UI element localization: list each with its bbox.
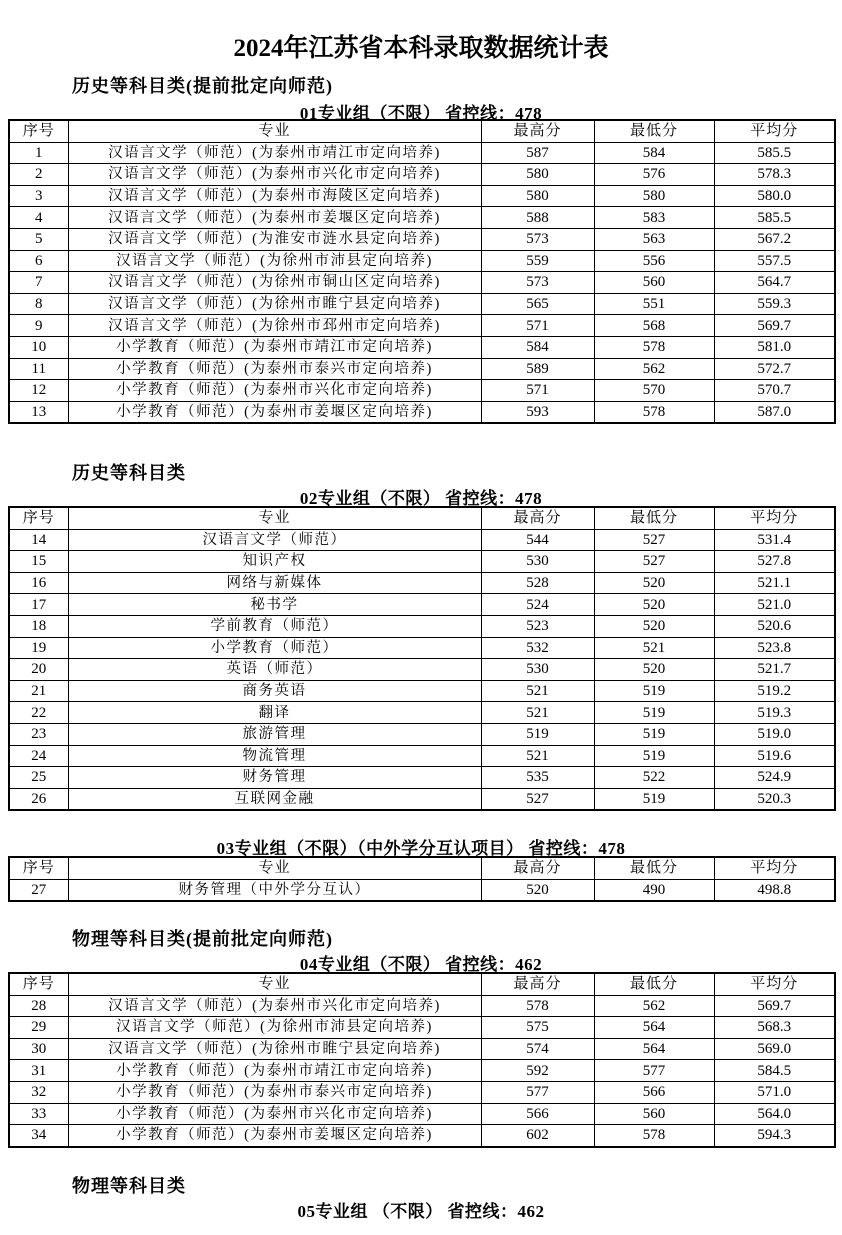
max-score: 578	[481, 995, 594, 1017]
row-index: 30	[9, 1038, 68, 1060]
table-row	[9, 745, 835, 767]
category-heading: 历史等科目类	[72, 463, 186, 483]
avg-score: 580.0	[714, 185, 835, 207]
row-index: 14	[9, 529, 68, 551]
table-row	[9, 1103, 835, 1125]
avg-score: 521.0	[714, 594, 835, 616]
min-score: 562	[594, 995, 714, 1017]
max-score: 580	[481, 164, 594, 186]
max-score: 571	[481, 380, 594, 402]
table-row	[9, 1060, 835, 1082]
table-row	[9, 1017, 835, 1039]
header-avg-score: 平均分	[714, 973, 835, 995]
row-index: 31	[9, 1060, 68, 1082]
avg-score: 564.0	[714, 1103, 835, 1125]
table-row	[9, 142, 835, 164]
min-score: 519	[594, 702, 714, 724]
header-max-score: 最高分	[481, 507, 594, 529]
max-score: 528	[481, 572, 594, 594]
table-row	[9, 680, 835, 702]
max-score: 535	[481, 767, 594, 789]
avg-score: 519.0	[714, 723, 835, 745]
major-name: 物流管理	[68, 745, 481, 767]
max-score: 519	[481, 723, 594, 745]
max-score: 532	[481, 637, 594, 659]
min-score: 563	[594, 228, 714, 250]
major-name: 小学教育（师范）(为泰州市靖江市定向培养)	[68, 1060, 481, 1082]
min-score: 568	[594, 315, 714, 337]
max-score: 544	[481, 529, 594, 551]
major-name: 小学教育（师范）(为泰州市姜堰区定向培养)	[68, 1125, 481, 1147]
admission-table	[8, 856, 836, 902]
max-score: 530	[481, 551, 594, 573]
major-name: 汉语言文学（师范）(为淮安市涟水县定向培养)	[68, 228, 481, 250]
row-index: 4	[9, 207, 68, 229]
major-name: 小学教育（师范）(为泰州市兴化市定向培养)	[68, 1103, 481, 1125]
major-name: 财务管理	[68, 767, 481, 789]
major-name: 小学教育（师范）	[68, 637, 481, 659]
header-major: 专业	[68, 120, 481, 142]
min-score: 490	[594, 879, 714, 901]
avg-score: 519.2	[714, 680, 835, 702]
header-max-score: 最高分	[481, 120, 594, 142]
major-name: 互联网金融	[68, 788, 481, 810]
max-score: 584	[481, 336, 594, 358]
category-heading: 历史等科目类(提前批定向师范)	[72, 76, 333, 96]
max-score: 574	[481, 1038, 594, 1060]
min-score: 578	[594, 401, 714, 423]
min-score: 577	[594, 1060, 714, 1082]
avg-score: 567.2	[714, 228, 835, 250]
major-name: 小学教育（师范）(为泰州市兴化市定向培养)	[68, 380, 481, 402]
row-index: 17	[9, 594, 68, 616]
admission-table	[8, 972, 836, 1148]
major-name: 网络与新媒体	[68, 572, 481, 594]
row-index: 24	[9, 745, 68, 767]
header-avg-score: 平均分	[714, 120, 835, 142]
avg-score: 531.4	[714, 529, 835, 551]
major-name: 汉语言文学（师范）(为徐州市沛县定向培养)	[68, 1017, 481, 1039]
avg-score: 521.1	[714, 572, 835, 594]
row-index: 5	[9, 228, 68, 250]
min-score: 560	[594, 272, 714, 294]
major-name: 秘书学	[68, 594, 481, 616]
max-score: 523	[481, 615, 594, 637]
table-row	[9, 1038, 835, 1060]
min-score: 519	[594, 723, 714, 745]
major-name: 汉语言文学（师范）(为泰州市兴化市定向培养)	[68, 995, 481, 1017]
avg-score: 521.7	[714, 659, 835, 681]
row-index: 16	[9, 572, 68, 594]
avg-score: 569.0	[714, 1038, 835, 1060]
avg-score: 584.5	[714, 1060, 835, 1082]
min-score: 527	[594, 551, 714, 573]
avg-score: 520.6	[714, 615, 835, 637]
row-index: 13	[9, 401, 68, 423]
table-row	[9, 529, 835, 551]
max-score: 592	[481, 1060, 594, 1082]
major-name: 汉语言文学（师范）	[68, 529, 481, 551]
max-score: 527	[481, 788, 594, 810]
table-row	[9, 615, 835, 637]
min-score: 527	[594, 529, 714, 551]
page-title: 2024年江苏省本科录取数据统计表	[233, 35, 609, 62]
row-index: 1	[9, 142, 68, 164]
major-name: 汉语言文学（师范）(为泰州市姜堰区定向培养)	[68, 207, 481, 229]
row-index: 11	[9, 358, 68, 380]
max-score: 573	[481, 228, 594, 250]
major-name: 英语（师范）	[68, 659, 481, 681]
header-major: 专业	[68, 857, 481, 879]
header-avg-score: 平均分	[714, 507, 835, 529]
major-name: 小学教育（师范）(为泰州市靖江市定向培养)	[68, 336, 481, 358]
header-index: 序号	[9, 120, 68, 142]
header-avg-score: 平均分	[714, 857, 835, 879]
max-score: 580	[481, 185, 594, 207]
row-index: 29	[9, 1017, 68, 1039]
group-heading: 05专业组 （不限） 省控线：462	[297, 1202, 545, 1221]
major-name: 小学教育（师范）(为泰州市泰兴市定向培养)	[68, 1081, 481, 1103]
row-index: 7	[9, 272, 68, 294]
table-row	[9, 358, 835, 380]
max-score: 521	[481, 745, 594, 767]
avg-score: 519.6	[714, 745, 835, 767]
header-max-score: 最高分	[481, 973, 594, 995]
min-score: 551	[594, 293, 714, 315]
major-name: 商务英语	[68, 680, 481, 702]
min-score: 584	[594, 142, 714, 164]
min-score: 519	[594, 680, 714, 702]
table-row	[9, 702, 835, 724]
major-name: 财务管理（中外学分互认）	[68, 879, 481, 901]
avg-score: 581.0	[714, 336, 835, 358]
table-row	[9, 1125, 835, 1147]
max-score: 588	[481, 207, 594, 229]
avg-score: 569.7	[714, 995, 835, 1017]
max-score: 602	[481, 1125, 594, 1147]
header-major: 专业	[68, 973, 481, 995]
table-row	[9, 185, 835, 207]
table-row	[9, 572, 835, 594]
table-row	[9, 1081, 835, 1103]
header-index: 序号	[9, 973, 68, 995]
avg-score: 578.3	[714, 164, 835, 186]
table-row	[9, 767, 835, 789]
table-header-row	[9, 507, 835, 529]
header-min-score: 最低分	[594, 857, 714, 879]
major-name: 汉语言文学（师范）(为徐州市铜山区定向培养)	[68, 272, 481, 294]
row-index: 28	[9, 995, 68, 1017]
avg-score: 519.3	[714, 702, 835, 724]
min-score: 564	[594, 1038, 714, 1060]
row-index: 19	[9, 637, 68, 659]
header-min-score: 最低分	[594, 973, 714, 995]
avg-score: 498.8	[714, 879, 835, 901]
row-index: 32	[9, 1081, 68, 1103]
avg-score: 571.0	[714, 1081, 835, 1103]
major-name: 汉语言文学（师范）(为徐州市邳州市定向培养)	[68, 315, 481, 337]
major-name: 旅游管理	[68, 723, 481, 745]
avg-score: 523.8	[714, 637, 835, 659]
table-row	[9, 250, 835, 272]
min-score: 578	[594, 1125, 714, 1147]
table-row	[9, 594, 835, 616]
min-score: 564	[594, 1017, 714, 1039]
table-row	[9, 551, 835, 573]
row-index: 34	[9, 1125, 68, 1147]
max-score: 575	[481, 1017, 594, 1039]
max-score: 530	[481, 659, 594, 681]
min-score: 566	[594, 1081, 714, 1103]
table-row	[9, 401, 835, 423]
avg-score: 568.3	[714, 1017, 835, 1039]
row-index: 27	[9, 879, 68, 901]
avg-score: 570.7	[714, 380, 835, 402]
row-index: 21	[9, 680, 68, 702]
major-name: 知识产权	[68, 551, 481, 573]
table-row	[9, 380, 835, 402]
avg-score: 585.5	[714, 142, 835, 164]
row-index: 22	[9, 702, 68, 724]
row-index: 23	[9, 723, 68, 745]
max-score: 593	[481, 401, 594, 423]
table-header-row	[9, 120, 835, 142]
table-row	[9, 207, 835, 229]
group-heading: 03专业组（不限）（中外学分互认项目） 省控线：478	[216, 839, 626, 858]
row-index: 26	[9, 788, 68, 810]
max-score: 587	[481, 142, 594, 164]
major-name: 汉语言文学（师范）(为泰州市兴化市定向培养)	[68, 164, 481, 186]
table-header-row	[9, 973, 835, 995]
min-score: 580	[594, 185, 714, 207]
major-name: 汉语言文学（师范）(为泰州市靖江市定向培养)	[68, 142, 481, 164]
min-score: 556	[594, 250, 714, 272]
avg-score: 520.3	[714, 788, 835, 810]
row-index: 8	[9, 293, 68, 315]
group-heading: 02专业组（不限） 省控线：478	[299, 489, 543, 508]
max-score: 565	[481, 293, 594, 315]
min-score: 560	[594, 1103, 714, 1125]
avg-score: 559.3	[714, 293, 835, 315]
admission-table	[8, 506, 836, 811]
table-row	[9, 315, 835, 337]
min-score: 522	[594, 767, 714, 789]
max-score: 524	[481, 594, 594, 616]
table-row	[9, 637, 835, 659]
max-score: 577	[481, 1081, 594, 1103]
avg-score: 569.7	[714, 315, 835, 337]
category-heading: 物理等科目类(提前批定向师范)	[72, 929, 333, 949]
group-heading: 01专业组（不限） 省控线：478	[299, 104, 543, 123]
row-index: 10	[9, 336, 68, 358]
row-index: 9	[9, 315, 68, 337]
min-score: 583	[594, 207, 714, 229]
min-score: 576	[594, 164, 714, 186]
min-score: 519	[594, 745, 714, 767]
table-row	[9, 659, 835, 681]
category-heading: 物理等科目类	[72, 1176, 186, 1196]
row-index: 18	[9, 615, 68, 637]
header-major: 专业	[68, 507, 481, 529]
row-index: 2	[9, 164, 68, 186]
min-score: 562	[594, 358, 714, 380]
avg-score: 524.9	[714, 767, 835, 789]
max-score: 566	[481, 1103, 594, 1125]
row-index: 25	[9, 767, 68, 789]
admission-table	[8, 119, 836, 424]
min-score: 520	[594, 594, 714, 616]
row-index: 3	[9, 185, 68, 207]
table-row	[9, 788, 835, 810]
min-score: 520	[594, 615, 714, 637]
row-index: 6	[9, 250, 68, 272]
table-row	[9, 164, 835, 186]
max-score: 521	[481, 702, 594, 724]
min-score: 519	[594, 788, 714, 810]
table-row	[9, 272, 835, 294]
max-score: 573	[481, 272, 594, 294]
row-index: 12	[9, 380, 68, 402]
header-index: 序号	[9, 857, 68, 879]
header-min-score: 最低分	[594, 507, 714, 529]
header-index: 序号	[9, 507, 68, 529]
max-score: 520	[481, 879, 594, 901]
max-score: 521	[481, 680, 594, 702]
avg-score: 564.7	[714, 272, 835, 294]
avg-score: 594.3	[714, 1125, 835, 1147]
max-score: 589	[481, 358, 594, 380]
min-score: 520	[594, 659, 714, 681]
max-score: 571	[481, 315, 594, 337]
max-score: 559	[481, 250, 594, 272]
table-header-row	[9, 857, 835, 879]
row-index: 33	[9, 1103, 68, 1125]
major-name: 汉语言文学（师范）(为泰州市海陵区定向培养)	[68, 185, 481, 207]
major-name: 汉语言文学（师范）(为徐州市沛县定向培养)	[68, 250, 481, 272]
avg-score: 527.8	[714, 551, 835, 573]
min-score: 578	[594, 336, 714, 358]
table-row	[9, 228, 835, 250]
major-name: 汉语言文学（师范）(为徐州市睢宁县定向培养)	[68, 1038, 481, 1060]
avg-score: 572.7	[714, 358, 835, 380]
major-name: 小学教育（师范）(为泰州市姜堰区定向培养)	[68, 401, 481, 423]
major-name: 学前教育（师范）	[68, 615, 481, 637]
row-index: 20	[9, 659, 68, 681]
major-name: 小学教育（师范）(为泰州市泰兴市定向培养)	[68, 358, 481, 380]
table-row	[9, 723, 835, 745]
table-row	[9, 879, 835, 901]
group-heading: 04专业组（不限） 省控线：462	[299, 955, 543, 974]
avg-score: 557.5	[714, 250, 835, 272]
table-row	[9, 995, 835, 1017]
major-name: 翻译	[68, 702, 481, 724]
table-row	[9, 336, 835, 358]
row-index: 15	[9, 551, 68, 573]
avg-score: 587.0	[714, 401, 835, 423]
min-score: 520	[594, 572, 714, 594]
min-score: 521	[594, 637, 714, 659]
table-row	[9, 293, 835, 315]
major-name: 汉语言文学（师范）(为徐州市睢宁县定向培养)	[68, 293, 481, 315]
avg-score: 585.5	[714, 207, 835, 229]
min-score: 570	[594, 380, 714, 402]
header-max-score: 最高分	[481, 857, 594, 879]
header-min-score: 最低分	[594, 120, 714, 142]
